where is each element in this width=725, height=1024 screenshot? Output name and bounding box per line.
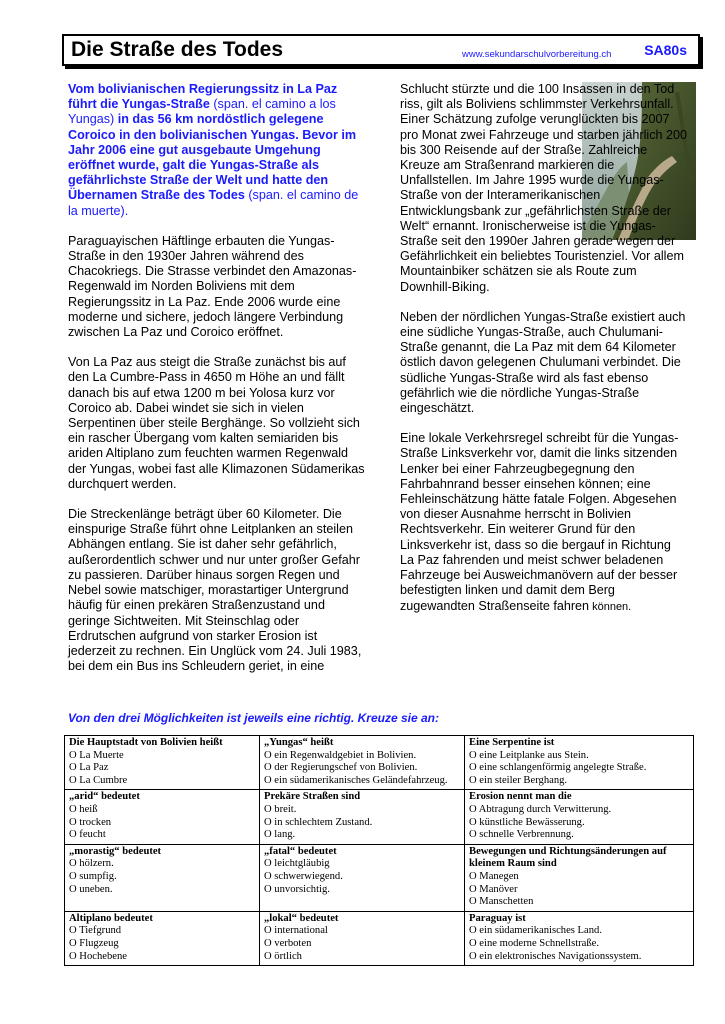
quiz-option[interactable]: O uneben.	[69, 883, 113, 895]
quiz-question-cell	[260, 844, 465, 911]
paragraph-danger: Die Streckenlänge beträgt über 60 Kilometer. Die einspurige Straße führt ohne Leitplanken an steilen Abhängen entlang. Sie ist daher sehr gefährlich, außerordentlich schwer und nur unter großer Gefahr zu passieren. Darüber hinaus sorgen Regen und Nebel sowie matschiger, morastartiger Untergrund häufig für einen prekären Straßenzustand und geringe Sichtweiten. Mit Steinschlag oder Erdrutschen aufgrund von starker Erosion ist jederzeit zu rechnen. Ein Unglück vom 24. Juli 1983, bei dem ein Bus ins Schleudern geriet, in eine	[68, 507, 362, 674]
quiz-question: „lokal“ bedeutet	[264, 912, 339, 924]
page-title: Die Straße des Todes	[71, 38, 284, 61]
quiz-question-cell	[465, 844, 694, 911]
quiz-option[interactable]: O künstliche Bewässerung.	[469, 816, 585, 828]
intro-bold-1: Vom bolivianischen Regierungssitz in La Paz führt die Yungas-Straße	[68, 82, 338, 112]
quiz-question-cell	[65, 844, 260, 911]
quiz-option[interactable]: O Manegen	[469, 870, 519, 882]
quiz-option[interactable]: O La Paz	[69, 762, 109, 774]
quiz-option[interactable]: O feucht	[69, 829, 106, 841]
paragraph-traffic-rule	[400, 431, 688, 614]
quiz-option[interactable]: O eine schlangenförmig angelegte Straße.	[469, 762, 647, 774]
quiz-option[interactable]: O ein südamerikanisches Land.	[469, 925, 602, 937]
quiz-row	[65, 911, 694, 965]
quiz-option[interactable]: O unvorsichtig.	[264, 883, 330, 895]
quiz-option[interactable]: O La Cumbre	[69, 774, 128, 786]
quiz-question: „morastig“ bedeutet	[69, 845, 162, 857]
quiz-question-cell	[65, 790, 260, 844]
quiz-option[interactable]: O Hochebene	[69, 950, 127, 962]
quiz-option[interactable]: O breit.	[264, 803, 297, 815]
paragraph-accident: Schlucht stürzte und die 100 Insassen in den Tod riss, gilt als Boliviens schlimmster Verkehrsunfall. Einer Schätzung zufolge verunglückten bis 2007 pro Monat zwei Fahrzeuge und starben jährlich 200 bis 300 Reisende auf der Straße. Zahlreiche Kreuze am Straßenrand markieren die Unfallstellen. Im Jahre 1995 wurde die Yungas-Straße von der Interamerikanischen Entwicklungsbank zur „gefährlichsten Straße der Welt“ ernannt. Ironischerweise ist die Yungas-Straße seit den 1990er Jahren gerade wegen der Gefährlichkeit ein beliebtes Touristenziel. Vor allem Mountainbiker schätzen sie als Route zum Downhill-Biking.	[400, 82, 688, 294]
quiz-question-cell	[465, 911, 694, 965]
quiz-option[interactable]: O der Regierungschef von Bolivien.	[264, 762, 418, 774]
quiz-option[interactable]: O eine moderne Schnellstraße.	[469, 937, 600, 949]
quiz-option[interactable]: O leichtgläubig	[264, 858, 330, 870]
intro-spanish-2: (span. el camino de la muerte).	[68, 188, 359, 218]
quiz-option[interactable]: O schnelle Verbrennung.	[469, 829, 574, 841]
quiz-option[interactable]: O eine Leitplanke aus Stein.	[469, 749, 589, 761]
quiz-option[interactable]: O ein elektronisches Navigationssystem.	[469, 950, 642, 962]
quiz-option[interactable]: O ein steiler Berghang.	[469, 774, 568, 786]
source-url[interactable]: www.sekundarschulvorbereitung.ch	[462, 49, 612, 60]
quiz-option[interactable]: O trocken	[69, 816, 112, 828]
quiz-question: Eine Serpentine ist	[469, 737, 555, 748]
quiz-question: Die Hauptstadt von Bolivien heißt	[69, 737, 223, 748]
quiz-question: „Yungas“ heißt	[264, 737, 334, 748]
quiz-question-cell	[465, 736, 694, 790]
quiz-option[interactable]: O Manschetten	[469, 896, 534, 908]
quiz-table	[64, 735, 694, 966]
quiz-option[interactable]: O heiß	[69, 803, 98, 815]
quiz-question: Prekäre Straßen sind	[264, 791, 361, 803]
quiz-question: Paraguay ist	[469, 912, 526, 924]
quiz-instruction: Von den drei Möglichkeiten ist jeweils eine richtig. Kreuze sie an:	[68, 711, 439, 725]
quiz-row	[65, 844, 694, 911]
quiz-question: Bewegungen und Richtungsänderungen auf kleinem Raum sind	[469, 845, 667, 870]
quiz-question-cell	[260, 911, 465, 965]
traffic-rule-end: können.	[589, 600, 632, 613]
quiz-option[interactable]: O schwerwiegend.	[264, 870, 343, 882]
quiz-question: „arid“ bedeutet	[69, 791, 140, 803]
quiz-option[interactable]: O Tiefgrund	[69, 925, 122, 937]
paragraph-south-road: Neben der nördlichen Yungas-Straße existiert auch eine südliche Yungas-Straße, auch Chulumani-Straße genannt, die La Paz mit dem 64 Kilometer östlich davon gelegenen Chulumani verbindet. Die südliche Yungas-Straße wird als fast ebenso gefährlich wie die nördliche Yungas-Straße eingeschätzt.	[400, 309, 686, 416]
intro-bold-2: in das 56 km nordöstlich gelegene Coroico in den bolivianischen Yungas. Bevor im Jahr 2006 eine gut ausgebaute Umgehung eröffnet wurde, galt die Yungas-Straße als gefährlichste Straße der Welt und hatte den Übernamen Straße des Todes	[68, 112, 357, 203]
quiz-option[interactable]: O ein Regenwaldgebiet in Bolivien.	[264, 749, 417, 761]
quiz-option[interactable]: O international	[264, 925, 328, 937]
intro-spanish-1: (span. el camino a los Yungas)	[68, 97, 336, 127]
left-column	[68, 82, 368, 689]
quiz-option[interactable]: O verboten	[264, 937, 312, 949]
quiz-option[interactable]: O Flugzeug	[69, 937, 119, 949]
quiz-question-cell	[465, 790, 694, 844]
quiz-question-cell	[260, 736, 465, 790]
quiz-row	[65, 736, 694, 790]
intro-paragraph	[68, 82, 368, 219]
quiz-question: Erosion nennt man die	[469, 791, 572, 803]
quiz-question: Altiplano bedeutet	[69, 912, 153, 924]
quiz-row	[65, 790, 694, 844]
worksheet-code: SA80s	[644, 42, 687, 58]
paragraph-route: Von La Paz aus steigt die Straße zunächst bis auf den La Cumbre-Pass in 4650 m Höhe an und fällt danach bis auf etwa 1200 m bei Yolosa kurz vor Coroico ab. Dabei windet sie sich in vielen Serpentinen über steile Berghänge. So vollzieht sich ein rascher Übergang vom kalten semiariden bis ariden Altiplano zum feuchten warmen Regenwald der Yungas, wobei fast alle Klimazonen Südamerikas durchquert werden.	[68, 355, 365, 491]
quiz-option[interactable]: O lang.	[264, 829, 296, 841]
quiz-option[interactable]: O in schlechtem Zustand.	[264, 816, 373, 828]
quiz-option[interactable]: O sumpfig.	[69, 870, 117, 882]
quiz-question-cell	[260, 790, 465, 844]
quiz-option[interactable]: O La Muerte	[69, 749, 124, 761]
right-column	[400, 82, 688, 630]
paragraph-history: Paraguayischen Häftlinge erbauten die Yungas-Straße in den 1930er Jahren während des Chacokriegs. Die Strasse verbindet den Amazonas-Regenwald im Norden Boliviens mit dem Regierungssitz in La Paz. Ende 2006 wurde eine moderne und sichere, jedoch längere Verbindung zwischen La Paz und Coroico eröffnet.	[68, 233, 357, 340]
quiz-option[interactable]: O hölzern.	[69, 858, 114, 870]
quiz-option[interactable]: O örtlich	[264, 950, 302, 962]
quiz-option[interactable]: O Abtragung durch Verwitterung.	[469, 803, 612, 815]
quiz-question-cell	[65, 736, 260, 790]
quiz-option[interactable]: O Manöver	[469, 883, 518, 895]
quiz-question-cell	[65, 911, 260, 965]
traffic-rule-text: Eine lokale Verkehrsregel schreibt für die Yungas-Straße Linksverkehr vor, damit die links sitzenden Lenker bei einer Fahrzeugbegegnung den Fahrbahnrand besser einsehen können; eine Fehleinschätzung hätte fatale Folgen. Abgesehen von dieser Ausnahme herrscht in Bolivien Rechtsverkehr. Ein weiterer Grund für den Linksverkehr ist, dass so die bergauf in Richtung La Paz fahrenden und meist schwer beladenen Fahrzeuge bei Ausweichmanövern auf der besser befestigten linken und damit dem Berg zugewandten Straßenseite fahren	[400, 431, 679, 613]
worksheet-header	[62, 34, 700, 66]
quiz-option[interactable]: O ein südamerikanisches Geländefahrzeug.	[264, 774, 448, 786]
quiz-question: „fatal“ bedeutet	[264, 845, 337, 857]
